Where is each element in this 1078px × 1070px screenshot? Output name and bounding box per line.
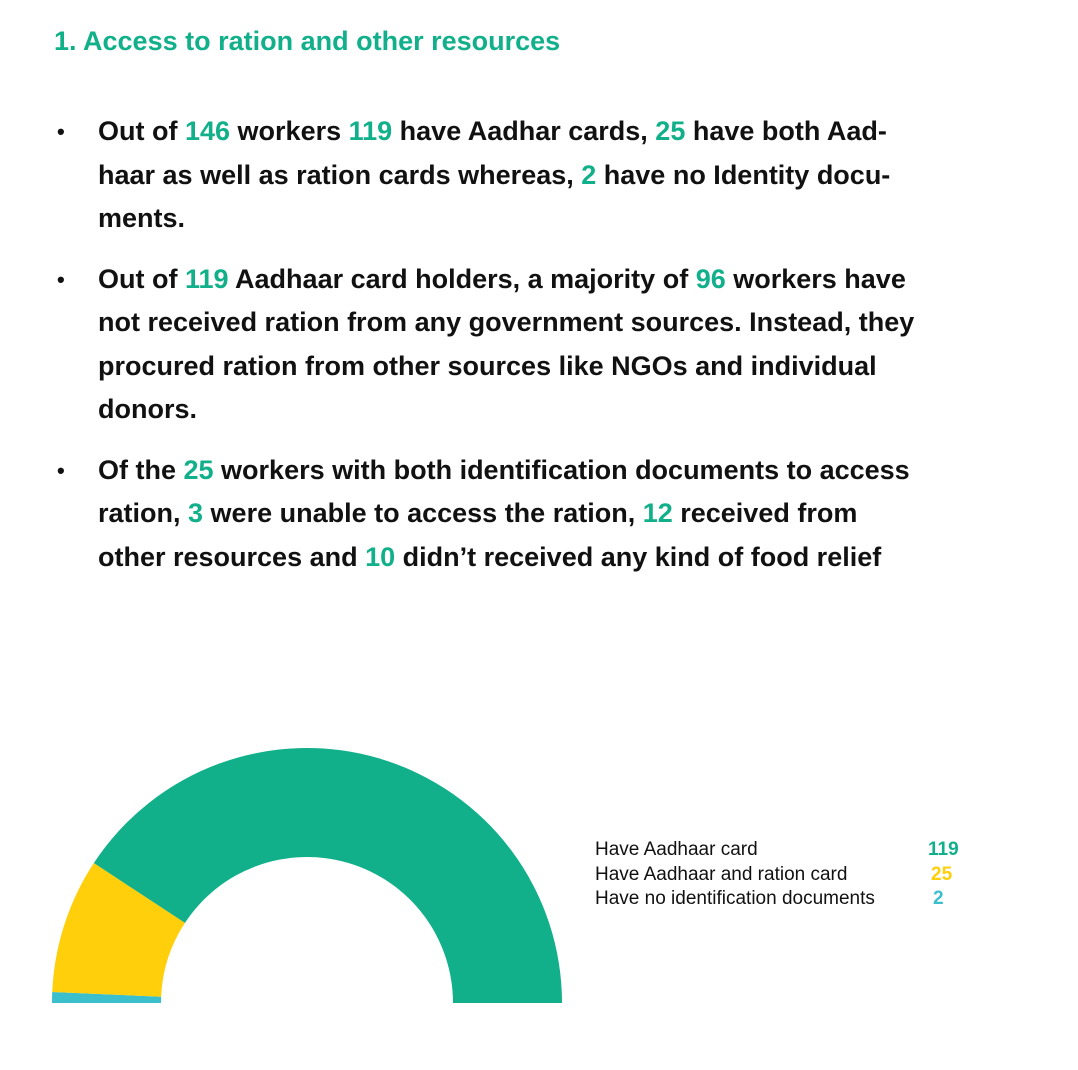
semi-donut-chart (0, 700, 620, 1010)
highlight-number: 96 (695, 263, 726, 294)
highlight-number: 12 (642, 498, 673, 528)
legend-label: Have Aadhaar and ration card (595, 863, 848, 885)
bullet-dot: • (57, 457, 65, 483)
bullet-text: have both Aad- (685, 116, 887, 146)
bullet-text: workers (230, 116, 349, 146)
bullet-list (57, 110, 998, 596)
highlight-number: 119 (184, 263, 229, 294)
highlight-number: 2 (581, 159, 597, 190)
highlight-number: 10 (365, 541, 396, 572)
legend-label: Have no identification documents (595, 888, 875, 909)
bullet-text: ments. (98, 203, 186, 233)
bullet-text: received from (672, 498, 858, 528)
bullet-item (57, 258, 998, 432)
bullet-text: Aadhaar card holders, a majority of (228, 263, 696, 294)
bullet-item (57, 449, 998, 580)
bullet-text: not received ration from any government sources. Instead, they (98, 307, 915, 337)
legend-value: 2 (933, 888, 944, 909)
bullet-text: were unable to access the ration, (203, 498, 643, 528)
bullet-text: other resources and (98, 541, 366, 572)
highlight-number: 25 (655, 116, 686, 146)
legend-row (595, 863, 953, 888)
bullet-text: have Aadhar cards, (392, 116, 656, 146)
bullet-text: have no Identity docu- (596, 159, 891, 190)
bullet-text: ration, (98, 498, 189, 528)
highlight-number: 25 (183, 454, 214, 485)
bullet-text: workers have (725, 263, 906, 294)
bullet-text: Out of (98, 116, 185, 146)
legend-row (595, 838, 959, 863)
legend-value: 25 (931, 863, 953, 885)
legend-value: 119 (928, 839, 959, 860)
bullet-text: donors. (98, 394, 197, 424)
legend-label: Have Aadhaar card (595, 839, 758, 860)
bullet-text: haar as well as ration cards whereas, (98, 159, 582, 190)
bullet-text: Of the (98, 454, 184, 485)
highlight-number: 146 (184, 116, 231, 146)
bullet-dot: • (57, 266, 65, 292)
bullet-text: procured ration from other sources like NGOs and individual (98, 350, 877, 381)
bullet-item (57, 110, 998, 241)
highlight-number: 119 (348, 116, 393, 146)
chart-legend (595, 838, 959, 912)
highlight-number: 3 (188, 498, 204, 528)
page-heading: 1. Access to ration and other resources (54, 26, 561, 56)
bullet-text: workers with both identification documents to access (213, 454, 910, 485)
bullet-text: Out of (98, 263, 185, 294)
bullet-dot: • (57, 119, 65, 144)
bullet-text: didn’t received any kind of food relief (395, 541, 882, 572)
legend-row (595, 887, 944, 912)
